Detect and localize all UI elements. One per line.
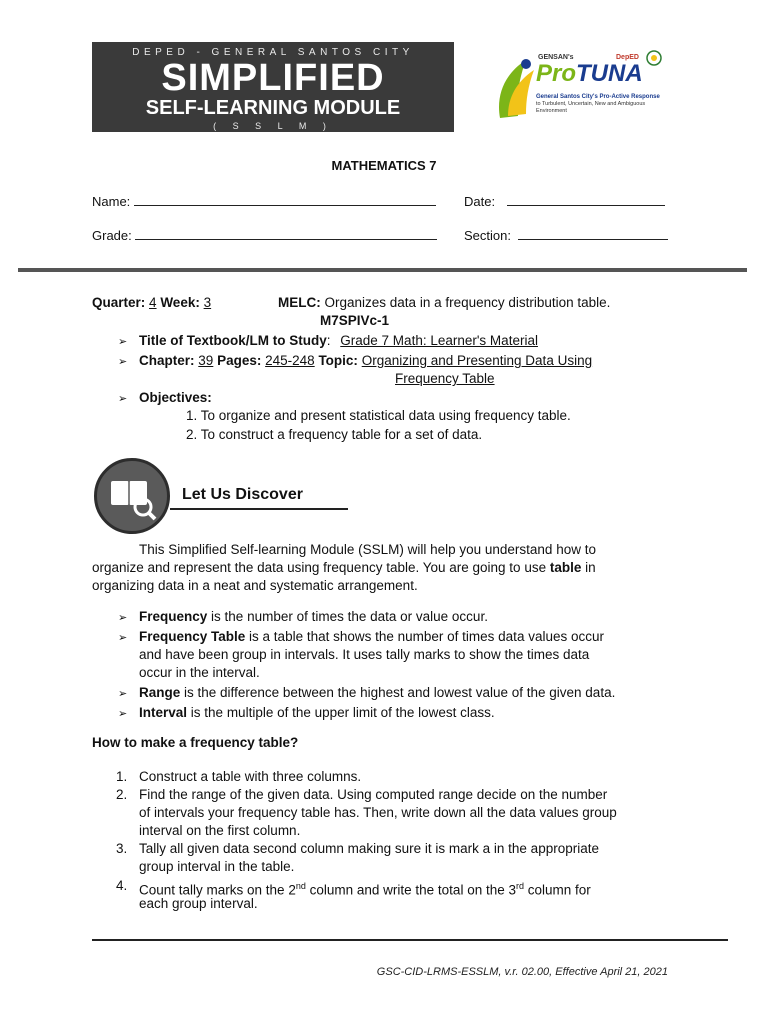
step-3-line-2: group interval in the table. [139, 859, 295, 874]
objective-1: 1. To organize and present statistical data using frequency table. [186, 408, 571, 423]
logo-tuna-text: TUNA [576, 60, 643, 87]
textbook-title: Grade 7 Math: Learner's Material [340, 333, 538, 348]
banner-title: SIMPLIFIED [161, 57, 385, 99]
topic-line-1: Organizing and Presenting Data Using [361, 353, 593, 368]
name-row [92, 193, 436, 210]
banner-subtitle: SELF-LEARNING MODULE [145, 97, 401, 119]
intro-text-2: organize and represent the data using frequency table. You are going to use [92, 560, 547, 575]
header-divider [18, 268, 747, 272]
book-magnifier-icon [97, 461, 167, 531]
step-2-line-1: Find the range of the given data. Using computed range decide on the number [139, 787, 608, 802]
chapter-line [139, 352, 592, 370]
discover-underline [170, 508, 348, 510]
intro-line-2 [92, 559, 596, 577]
grade-field[interactable] [135, 227, 437, 240]
date-field[interactable] [507, 193, 665, 206]
discover-badge [94, 458, 170, 534]
arrow-bullet-icon: ➢ [118, 336, 128, 348]
name-field[interactable] [134, 193, 436, 206]
arrow-bullet-icon: ➢ [118, 688, 128, 700]
term-frequency: Frequency [139, 609, 208, 624]
arrow-bullet-icon: ➢ [118, 708, 128, 720]
melc-code: M7SPIVc-1 [320, 313, 390, 328]
pages-value: 245-248 [265, 353, 315, 368]
footer-text: GSC-CID-LRMS-ESSLM, v.r. 02.00, Effective April 21, 2021 [376, 966, 668, 978]
arrow-bullet-icon: ➢ [118, 356, 128, 368]
term-range: Range [139, 685, 181, 700]
intro-line-1: This Simplified Self-learning Module (SSLM) will help you understand how to [139, 542, 596, 557]
arrow-bullet-icon: ➢ [118, 612, 128, 624]
intro-bold: table [549, 560, 582, 575]
logo-tagline [536, 94, 676, 115]
week-label: Week: [160, 295, 200, 310]
arrow-bullet-icon: ➢ [118, 632, 128, 644]
step-4-text-c: column for [527, 882, 591, 898]
subject-title: MATHEMATICS 7 [331, 158, 437, 173]
protuna-logo [486, 46, 676, 132]
textbook-line [139, 332, 538, 350]
def-interval-text: is the multiple of the upper limit of the lowest class. [190, 705, 495, 720]
def-freq-table [139, 628, 604, 646]
def-freq-table-text-3: occur in the interval. [139, 665, 260, 680]
howto-heading: How to make a frequency table? [92, 735, 299, 750]
step-1: Construct a table with three columns. [139, 769, 362, 784]
term-frequency-table: Frequency Table [139, 629, 246, 644]
quarter-week [92, 294, 211, 312]
banner-top-text: DEPED - GENERAL SANTOS CITY [132, 47, 414, 58]
grade-row [92, 227, 437, 244]
logo-gensan-text: GENSAN's [538, 54, 574, 61]
logo-tag-main: General Santos City's Pro-Active Response [536, 94, 660, 100]
pages-label: Pages: [217, 353, 262, 368]
def-frequency [139, 608, 488, 626]
logo-deped-text: DepED [616, 54, 639, 61]
def-interval [139, 704, 495, 722]
section-row [464, 227, 668, 244]
objective-2: 2. To construct a frequency table for a set of data. [186, 427, 483, 442]
step-3-line-1: Tally all given data second column making sure it is mark a in the appropriate [139, 841, 599, 856]
topic-label: Topic: [318, 353, 358, 368]
module-banner [92, 42, 454, 132]
intro-text-2b: in [585, 560, 596, 575]
arrow-bullet-icon: ➢ [118, 393, 128, 405]
topic-line-2: Frequency Table [395, 371, 495, 386]
def-freq-table-text-2: and have been group in intervals. It uses tally marks to show the times data [139, 647, 590, 662]
melc-line [278, 294, 610, 312]
section-field[interactable] [518, 227, 668, 240]
chapter-value: 39 [198, 353, 214, 368]
def-range [139, 684, 615, 702]
step-4-line-2: each group interval. [139, 896, 258, 911]
step-number: 4. [116, 878, 128, 893]
def-range-text: is the difference between the highest and lowest value of the given data. [184, 685, 616, 700]
section-title-discover: Let Us Discover [182, 486, 303, 503]
intro-line-3: organizing data in a neat and systematic arrangement. [92, 578, 418, 593]
step-4-sup-1: nd [295, 881, 306, 891]
footer-divider [92, 939, 728, 941]
section-label: Section: [464, 228, 511, 243]
term-interval: Interval [139, 705, 188, 720]
topic-line-2-wrap [395, 370, 495, 388]
week-value: 3 [203, 295, 212, 310]
objectives-label: Objectives: [139, 390, 212, 405]
step-number: 3. [116, 841, 128, 856]
name-label: Name: [92, 194, 131, 209]
melc-label: MELC: [278, 295, 321, 310]
step-4-sup-2: rd [516, 881, 525, 891]
textbook-colon: : [326, 333, 331, 348]
logo-tag-sub: to Turbulent, Uncertain, New and Ambiguous Environment [536, 101, 646, 114]
seal-icon [646, 50, 662, 66]
step-4-text-a: Count tally marks on the 2 [139, 882, 296, 898]
date-row [464, 193, 665, 210]
textbook-label: Title of Textbook/LM to Study [139, 333, 327, 348]
step-number: 1. [116, 769, 128, 784]
logo-wordmark [536, 60, 643, 88]
step-number: 2. [116, 787, 128, 802]
grade-label: Grade: [92, 228, 132, 243]
date-label: Date: [464, 194, 496, 209]
banner-abbrev: ( S S L M ) [213, 121, 333, 131]
quarter-label: Quarter: [92, 295, 146, 310]
step-2-line-3: interval on the first column. [139, 823, 301, 838]
def-freq-table-text-1: is a table that shows the number of times data values occur [249, 629, 604, 644]
logo-pro-text: Pro [536, 60, 577, 87]
chapter-label: Chapter: [139, 353, 195, 368]
quarter-value: 4 [149, 295, 157, 310]
step-4-text-b: column and write the total on the 3 [309, 882, 516, 898]
melc-text: Organizes data in a frequency distribution table. [324, 295, 611, 310]
def-frequency-text: is the number of times the data or value occur. [211, 609, 488, 624]
step-2-line-2: of intervals your frequency table has. Then, write down all the data values group [139, 805, 617, 820]
